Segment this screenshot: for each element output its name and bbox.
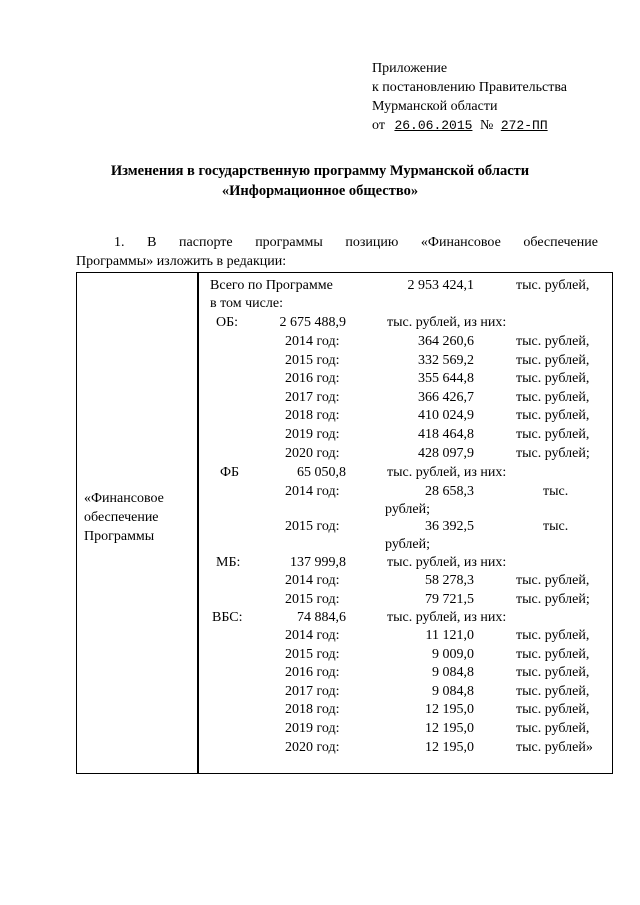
- year-unit: тыс. рублей»: [516, 739, 593, 755]
- year-label: 2016 год:: [285, 665, 340, 681]
- year-value: 410 024,9: [418, 408, 474, 424]
- source-label: ОБ:: [216, 315, 239, 330]
- source-value: 2 675 488,9: [279, 315, 346, 330]
- year-row: [0, 701, 640, 719]
- year-unit: тыс. рублей,: [516, 408, 590, 424]
- year-unit: тыс. рублей,: [516, 334, 590, 349]
- year-row: [0, 370, 640, 388]
- year-unit: тыс.: [543, 484, 569, 499]
- source-label: ФБ: [220, 465, 240, 480]
- total-value: 2 953 424,1: [407, 278, 474, 293]
- year-unit: тыс.: [543, 519, 569, 534]
- paragraph-1: [76, 233, 598, 271]
- year-value: 79 721,5: [425, 591, 474, 607]
- year-label: 2015 год:: [285, 646, 340, 662]
- year-unit: тыс. рублей,: [516, 646, 590, 662]
- year-row: [0, 646, 640, 664]
- source-unit: тыс. рублей, из них:: [387, 315, 507, 330]
- ob-row: [0, 314, 640, 332]
- year-row: [0, 333, 640, 351]
- source-unit: тыс. рублей, из них:: [387, 610, 507, 625]
- year-label: 2015 год:: [285, 352, 340, 368]
- year-unit: тыс. рублей,: [516, 427, 590, 442]
- year-unit: тыс. рублей,: [516, 573, 590, 588]
- date-prefix: от: [372, 118, 385, 133]
- year-unit: тыс. рублей,: [516, 628, 590, 643]
- paragraph-first-line: [76, 233, 598, 252]
- paragraph-number: 1.: [114, 235, 125, 250]
- year-unit: тыс. рублей,: [516, 352, 590, 368]
- year-unit: тыс. рублей,: [516, 371, 590, 387]
- year-row: [0, 389, 640, 407]
- paragraph-word: паспорте: [179, 235, 233, 250]
- year-label: 2014 год:: [285, 573, 340, 588]
- year-unit: тыс. рублей;: [516, 591, 590, 607]
- year-label: 2019 год:: [285, 427, 340, 442]
- source-value: 137 999,8: [290, 555, 346, 570]
- year-row: [0, 445, 640, 463]
- fb-year-row: [0, 483, 640, 501]
- fb-year-row-cont: [0, 501, 640, 519]
- year-unit: тыс. рублей,: [516, 389, 590, 405]
- year-row: [0, 720, 640, 738]
- year-row: [0, 627, 640, 645]
- year-label: 2017 год:: [285, 389, 340, 405]
- fb-year-row: [0, 518, 640, 536]
- year-label: 2016 год:: [285, 371, 340, 387]
- mb-row: [0, 554, 640, 572]
- year-value: 12 195,0: [425, 739, 474, 755]
- year-value: 12 195,0: [425, 721, 474, 736]
- table-left-label: «Финансовое обеспечение Программы: [84, 491, 164, 544]
- year-unit: тыс. рублей,: [516, 702, 590, 718]
- year-value: 418 464,8: [418, 427, 474, 442]
- year-unit: тыс. рублей,: [516, 665, 590, 681]
- year-value: 332 569,2: [418, 352, 474, 368]
- year-unit: тыс. рублей;: [516, 445, 590, 461]
- year-label: 2015 год:: [285, 519, 340, 534]
- year-unit-cont: рублей;: [385, 537, 430, 552]
- total-unit: тыс. рублей,: [516, 278, 590, 293]
- year-row: [0, 739, 640, 757]
- paragraph-word: обеспечение: [523, 235, 598, 250]
- number-prefix: №: [479, 118, 494, 133]
- year-label: 2014 год:: [285, 334, 340, 349]
- year-row: [0, 572, 640, 590]
- date-number-line: [372, 116, 548, 135]
- year-value: 9 084,8: [432, 665, 474, 681]
- year-label: 2014 год:: [285, 628, 340, 643]
- source-value: 65 050,8: [297, 465, 346, 480]
- including-label: в том числе:: [210, 296, 283, 311]
- year-value: 366 426,7: [418, 389, 474, 405]
- year-label: 2018 год:: [285, 702, 340, 718]
- vbs-row: [0, 609, 640, 627]
- paragraph-word: позицию: [345, 235, 399, 250]
- year-value: 355 644,8: [418, 371, 474, 387]
- program-name: «Информационное общество»: [221, 183, 419, 199]
- total-row: [0, 277, 640, 295]
- year-row: [0, 591, 640, 609]
- paragraph-word: программы: [255, 235, 323, 250]
- year-value: 9 009,0: [432, 646, 474, 662]
- year-label: 2019 год:: [285, 721, 340, 736]
- year-value: 364 260,6: [418, 334, 474, 349]
- source-unit: тыс. рублей, из них:: [387, 555, 507, 570]
- region-name: Мурманской области: [372, 99, 498, 114]
- year-unit: тыс. рублей,: [516, 721, 590, 736]
- year-value: 28 658,3: [425, 484, 474, 499]
- year-value: 11 121,0: [425, 628, 474, 643]
- resolution-reference: к постановлению Правительства: [372, 80, 568, 95]
- year-label: 2015 год:: [285, 591, 340, 607]
- year-value: 58 278,3: [425, 573, 474, 588]
- including-row: [0, 295, 640, 313]
- source-unit: тыс. рублей, из них:: [387, 465, 507, 480]
- year-label: 2020 год:: [285, 445, 340, 461]
- year-label: 2018 год:: [285, 408, 340, 424]
- document-date: 26.06.2015: [394, 118, 473, 133]
- source-value: 74 884,6: [297, 610, 346, 625]
- year-row: [0, 426, 640, 444]
- document-title: Изменения в государственную программу Мурманской области: [110, 163, 530, 179]
- paragraph-word: В: [147, 235, 157, 250]
- appendix-label: Приложение: [372, 61, 448, 76]
- year-value: 428 097,9: [418, 445, 474, 461]
- year-unit: тыс. рублей,: [516, 683, 590, 699]
- fb-year-row-cont: [0, 536, 640, 554]
- source-label: ВБС:: [212, 610, 243, 625]
- year-label: 2020 год:: [285, 739, 340, 755]
- year-value: 12 195,0: [425, 702, 474, 718]
- document-number: 272-ПП: [500, 118, 548, 133]
- year-value: 9 084,8: [432, 683, 474, 699]
- source-label: МБ:: [216, 555, 241, 570]
- year-row: [0, 407, 640, 425]
- total-label: Всего по Программе: [210, 278, 333, 293]
- year-row: [0, 683, 640, 701]
- year-row: [0, 664, 640, 682]
- year-row: [0, 352, 640, 370]
- paragraph-word: «Финансовое: [420, 235, 501, 250]
- fb-row: [0, 464, 640, 482]
- paragraph-second-line: Программы» изложить в редакции:: [76, 254, 287, 269]
- year-label: 2014 год:: [285, 484, 340, 499]
- year-label: 2017 год:: [285, 683, 340, 699]
- year-unit-cont: рублей;: [385, 502, 430, 517]
- year-value: 36 392,5: [425, 519, 474, 534]
